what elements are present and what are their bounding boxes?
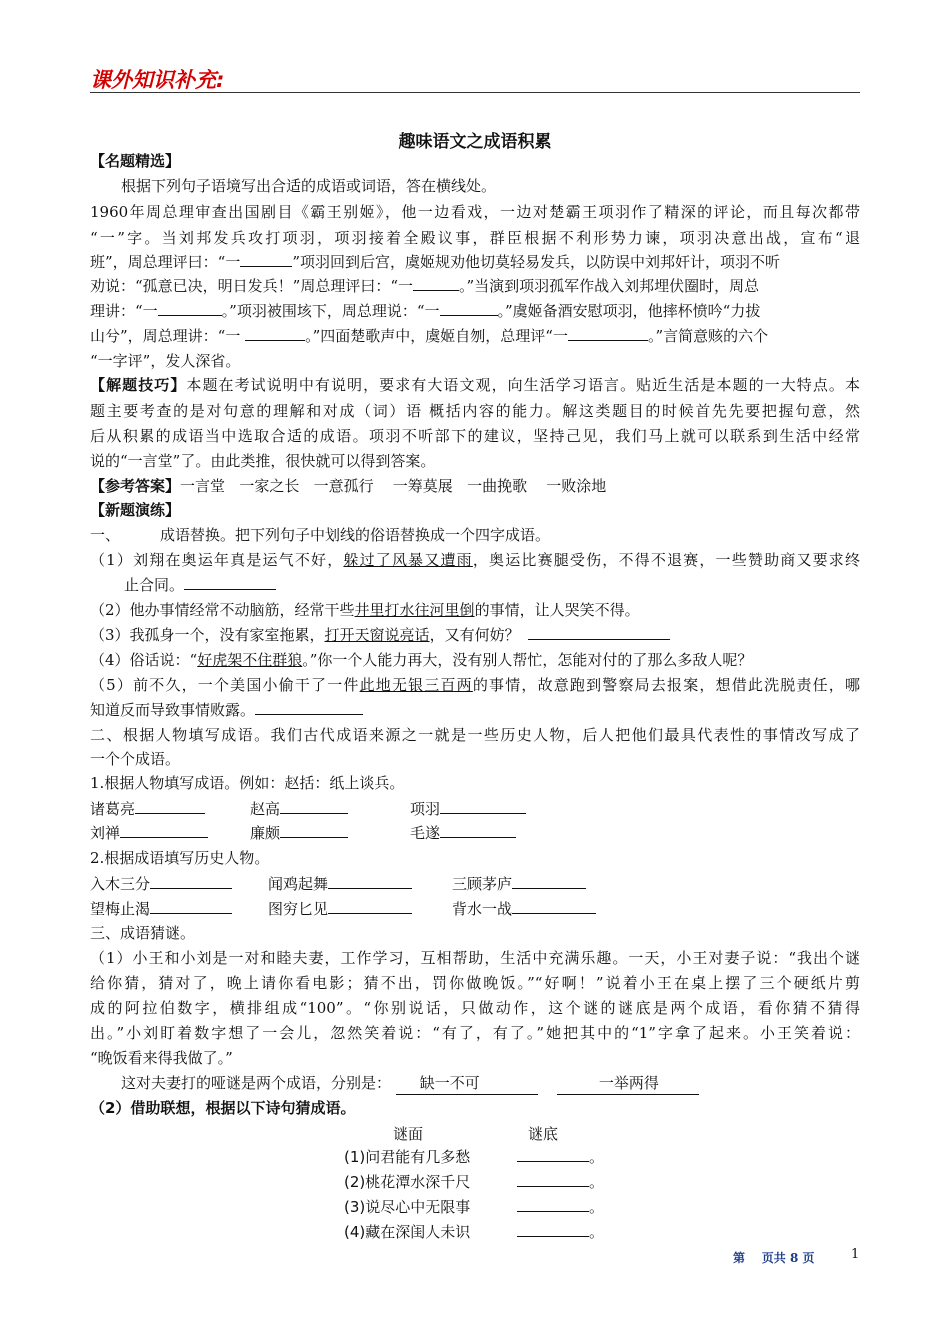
riddle-story-line-1: （1）小王和小刘是一对和睦夫妻，工作学习，互相帮助，生活中充满乐趣。一天，小王对妻子说：“我出个谜 xyxy=(90,949,860,967)
q1-item-4: （4）俗话说：“好虎架不住群狼。”你一个人能力再大，没有别人帮忙，怎能对付的了那么多敌人呢？ xyxy=(90,651,753,669)
riddle-3: (3)说尽心中无限事 xyxy=(344,1198,471,1216)
q2-sub-1: 1.根据人物填写成语。例如：赵括：纸上谈兵。 xyxy=(90,774,405,792)
story-line-6: 山兮”，周总理讲：“一 。”四面楚歌声中，虞姬自刎，总理评“一 。”言简意赅的六个 xyxy=(90,327,769,345)
footer-page-info: 第 页共 8 页 xyxy=(733,1251,815,1265)
idiom-row-2-col-2: 图穷匕见 xyxy=(268,898,412,920)
riddle-answer-2: 一举两得 xyxy=(557,1072,699,1095)
blank-idiom-5[interactable] xyxy=(328,898,412,914)
tips-label: 【解题技巧】 xyxy=(90,376,187,394)
story-line-7: “一字评”，发人深省。 xyxy=(90,352,241,370)
blank-idiom-3[interactable] xyxy=(512,873,586,889)
riddle-3-answer: 。 xyxy=(517,1196,604,1218)
blank-6[interactable] xyxy=(568,325,648,341)
story-line-3: 班”，周总理评曰：“一 ”项羽回到后宫，虞姬规劝他切莫轻易发兵，以防误中刘邦奸计，项羽不听 xyxy=(90,253,781,271)
person-row-2-col-2: 廉颇 xyxy=(250,822,348,844)
section-heading-practice: 【新题演练】 xyxy=(90,501,181,519)
answers-line: 【参考答案】一言堂 一家之长 一意孤行 一筹莫展 一曲挽歌 一败涂地 xyxy=(90,477,607,495)
section-heading-famous: 【名题精选】 xyxy=(90,152,181,170)
riddle-answer-line: 这对夫妻打的哑谜是两个成语，分别是： 缺一不可 一举两得 xyxy=(121,1072,891,1095)
riddle-answer-1: 缺一不可 xyxy=(396,1072,538,1095)
answers-label: 【参考答案】 xyxy=(90,477,181,495)
blank-2[interactable] xyxy=(413,275,459,291)
header-title: 课外知识补充: xyxy=(90,68,225,92)
doc-title: 趣味语文之成语积累 xyxy=(398,132,552,152)
q1-item-3: （3）我孤身一个，没有家室拖累，打开天窗说亮话，又有何妨？ xyxy=(90,624,860,646)
blank-person-4[interactable] xyxy=(120,822,208,838)
riddle-1: (1)问君能有几多愁 xyxy=(344,1148,471,1166)
blank-person-3[interactable] xyxy=(440,798,526,814)
q1-item-2: （2）他办事情经常不动脑筋，经常干些井里打水往河里倒的事情，让人哭笑不得。 xyxy=(90,601,640,619)
blank-idiom-2[interactable] xyxy=(328,873,412,889)
story-line-2: “一”字。当刘邦发兵攻打项羽，项羽接着全殿议事，群臣根据不利形势力谏，项羽决意出战，宣布“退 xyxy=(90,229,860,247)
blank-q1-1[interactable] xyxy=(184,574,276,590)
q1-item-1: （1）刘翔在奥运年真是运气不好，躲过了风暴又遭雨，奥运比赛腿受伤，不得不退赛，一些赞助商又要求终 xyxy=(90,551,860,569)
blank-q1-5[interactable] xyxy=(255,699,363,715)
idiom-row-1-col-1: 入木三分 xyxy=(90,873,232,895)
blank-person-6[interactable] xyxy=(440,822,516,838)
riddle-story-line-3: 成的阿拉伯数字，横排组成“100”。“你别说话，只做动作，这个谜的谜底是两个成语，看你猜不猜得 xyxy=(90,999,860,1017)
blank-person-1[interactable] xyxy=(135,798,205,814)
q3-sub-2: （2）借助联想，根据以下诗句猜成语。 xyxy=(90,1099,356,1117)
tips-line-2: 题主要考查的是对句意的理解和对成（词）语 概括内容的能力。解这类题目的时候首先先要把握句意，然 xyxy=(90,402,860,420)
idiom-row-1-col-2: 闻鸡起舞 xyxy=(268,873,412,895)
person-row-2-col-3: 毛遂 xyxy=(410,822,516,844)
q2-title-line-2: 一个个成语。 xyxy=(90,750,181,768)
col-header-riddle: 谜面 xyxy=(393,1125,424,1143)
story-line-4: 劝说：“孤意已决，明日发兵！”周总理评曰：“一 。”当演到项羽孤军作战入刘邦埋伏圈时，周总 xyxy=(90,277,760,295)
riddle-2: (2)桃花潭水深千尺 xyxy=(344,1173,471,1191)
story-line-1: 1960年周总理审查出国剧目《霸王别姬》，他一边看戏，一边对楚霸王项羽作了精深的评论，而且每次都带 xyxy=(90,203,860,221)
person-row-1-col-3: 项羽 xyxy=(410,798,526,820)
person-row-2-col-1: 刘禅 xyxy=(90,822,208,844)
blank-riddle-1[interactable] xyxy=(517,1146,589,1162)
page-number: 1 xyxy=(851,1247,860,1262)
blank-person-2[interactable] xyxy=(280,798,348,814)
q1-item-5: （5）前不久，一个美国小偷干了一件此地无银三百两的事情，故意跑到警察局去报案，想借此洗脱责任，哪 xyxy=(90,676,860,694)
blank-idiom-6[interactable] xyxy=(512,898,596,914)
blank-riddle-2[interactable] xyxy=(517,1171,589,1187)
tips-line-1: 【解题技巧】本题在考试说明中有说明，要求有大语文观，向生活学习语言。贴近生活是本题的一大特点。本 xyxy=(90,376,860,394)
idiom-row-2-col-3: 背水一战 xyxy=(452,898,596,920)
riddle-2-answer: 。 xyxy=(517,1171,604,1193)
tips-line-4: 说的“一言堂”了。由此类推，很快就可以得到答案。 xyxy=(90,452,436,470)
q1-title: 一、 成语替换。把下列句子中划线的俗语替换成一个四字成语。 xyxy=(90,526,551,544)
blank-1[interactable] xyxy=(240,251,292,267)
q2-sub-2: 2.根据成语填写历史人物。 xyxy=(90,849,270,867)
riddle-story-line-5: “晚饭看来得我做了。” xyxy=(90,1049,233,1067)
riddle-4-answer: 。 xyxy=(517,1221,604,1243)
riddle-story-line-2: 给你猜，猜对了，晚上请你看电影；猜不出，罚你做晚饭。”“好啊！”说着小王在桌上摆了三个硬纸片剪 xyxy=(90,974,860,992)
riddle-1-answer: 。 xyxy=(517,1146,604,1168)
q1-item-5-cont: 知道反而导致事情败露。 xyxy=(90,699,860,721)
riddle-story-line-4: 出。”小刘盯着数字想了一会儿，忽然笑着说：“有了，有了。”她把其中的“1”字拿了起来。小王笑着说： xyxy=(90,1024,860,1042)
idiom-row-1-col-3: 三顾茅庐 xyxy=(452,873,586,895)
q3-title: 三、成语猜谜。 xyxy=(90,924,196,942)
q2-title-line-1: 二、根据人物填写成语。我们古代成语来源之一就是一些历史人物，后人把他们最具代表性的事情改写成了 xyxy=(90,726,860,744)
blank-idiom-1[interactable] xyxy=(150,873,232,889)
intro-line: 根据下列句子语境写出合适的成语或词语，答在横线处。 xyxy=(121,177,497,195)
person-row-1-col-1: 诸葛亮 xyxy=(90,798,205,820)
q1-item-1-cont: 止合同。 xyxy=(124,574,894,596)
col-header-answer: 谜底 xyxy=(528,1125,559,1143)
blank-person-5[interactable] xyxy=(280,822,348,838)
blank-3[interactable] xyxy=(158,300,222,316)
blank-riddle-4[interactable] xyxy=(517,1221,589,1237)
story-line-5: 理讲：“一 。”项羽被围垓下，周总理说：“一 。”虞姬备酒安慰项羽，他摔杯愤吟“力拔 xyxy=(90,302,761,320)
blank-4[interactable] xyxy=(440,300,498,316)
header-divider xyxy=(90,92,860,93)
blank-idiom-4[interactable] xyxy=(150,898,232,914)
person-row-1-col-2: 赵高 xyxy=(250,798,348,820)
tips-line-3: 后从积累的成语当中选取合适的成语。项羽不听部下的建议，坚持己见，我们马上就可以联系到生活中经常 xyxy=(90,427,860,445)
blank-5[interactable] xyxy=(245,325,305,341)
blank-riddle-3[interactable] xyxy=(517,1196,589,1212)
blank-q1-3[interactable] xyxy=(528,624,670,640)
riddle-4: (4)藏在深闺人未识 xyxy=(344,1223,471,1241)
idiom-row-2-col-1: 望梅止渴 xyxy=(90,898,232,920)
